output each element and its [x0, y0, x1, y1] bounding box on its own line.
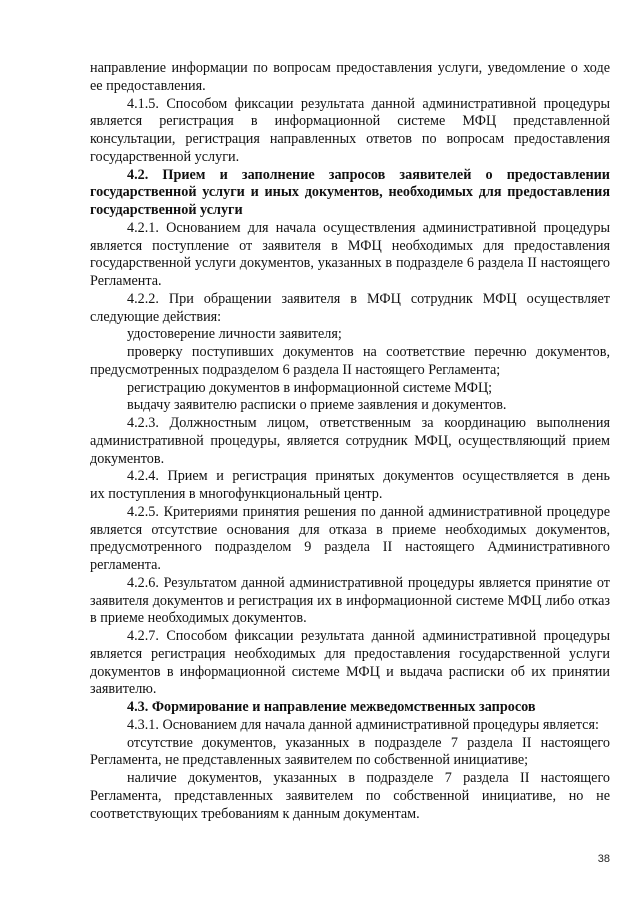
section-heading: 4.3. Формирование и направление межведомственных запросов — [127, 699, 536, 715]
document-page — [90, 60, 610, 823]
paragraph: 4.2.7. Способом фиксации результата данной административной процедуры является регистрация необходимых для предоставления государственной услуги документов в информационной системе МФЦ и выдача расписки об их принятии заявителю. — [90, 628, 610, 698]
paragraph: 4.2.3. Должностным лицом, ответственным за координацию выполнения административной процедуры, является сотрудник МФЦ, осуществляющий прием документов. — [90, 415, 610, 467]
list-item: регистрацию документов в информационной системе МФЦ; — [127, 379, 493, 396]
paragraph: их поступления в многофункциональный центр. — [90, 486, 383, 502]
page-number: 38 — [597, 853, 610, 865]
list-item: проверку поступивших документов на соответствие перечню документов, предусмотренных подразделом 6 раздела II настоящего Регламента; — [90, 344, 610, 378]
paragraph: 4.2.6. Результатом данной административной процедуры является принятие от заявителя документов и регистрация их в информационной системе МФЦ либо отказ в приеме необходимых документов. — [90, 574, 610, 627]
paragraph: 4.2.4. Прием и регистрация принятых документов осуществляется в день — [127, 468, 610, 485]
paragraph: направление информации по вопросам предоставления услуги, уведомление о ходе ее предоставления. — [90, 60, 610, 94]
list-item: отсутствие документов, указанных в подразделе 7 раздела II настоящего Регламента, не представленных заявителем по собственной инициативе; — [90, 734, 610, 769]
list-item: выдачу заявителю расписки о приеме заявления и документов. — [127, 397, 507, 414]
paragraph: 4.1.5. Способом фиксации результата данной административной процедуры является регистрация в информационной системе МФЦ представленной консультации, регистрация направленных ответов по вопросам предоставления государственной услуги. — [90, 95, 610, 165]
list-item: удостоверение личности заявителя; — [127, 326, 342, 343]
paragraph: 4.2.5. Критериями принятия решения по данной административной процедуре является отсутствие основания для отказа в приеме необходимых документов, предусмотренного подразделом 9 раздела II настоящего Административного регламента. — [90, 503, 610, 573]
paragraph: 4.2.1. Основанием для начала осуществления административной процедуры является поступление от заявителя в МФЦ необходимых для предоставления государственной услуги документов, указанных в подразделе 6 раздела II настоящего Регламента. — [90, 219, 610, 289]
paragraph: 4.3.1. Основанием для начала данной административной процедуры является: — [127, 716, 599, 733]
section-heading: 4.2. Прием и заполнение запросов заявителей о предоставлении государственной услуги и иных документов, необходимых для предоставления государственной услуги — [90, 166, 610, 218]
paragraph: 4.2.2. При обращении заявителя в МФЦ сотрудник МФЦ осуществляет следующие действия: — [90, 290, 610, 325]
list-item: наличие документов, указанных в подразделе 7 раздела II настоящего Регламента, представленных заявителем по собственной инициативе, но не соответствующих требованиям к данным документам. — [90, 770, 610, 822]
